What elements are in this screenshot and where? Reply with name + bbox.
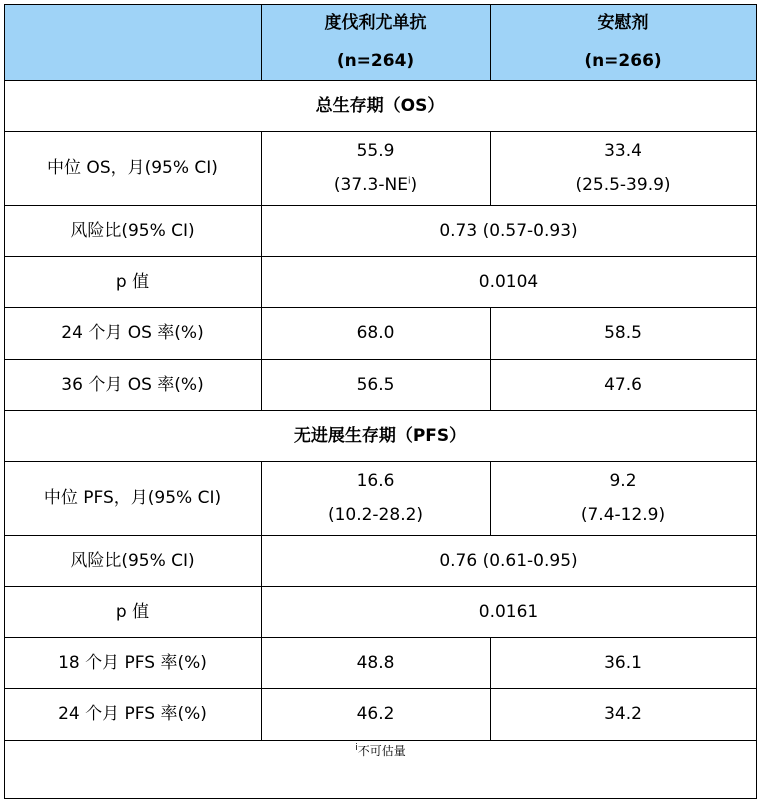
header-durvalumab-name: 度伐利尤单抗: [324, 13, 427, 33]
grid-line: [490, 4, 491, 80]
os-p-label: p 值: [115, 271, 150, 292]
os-hr-value: 0.73 (0.57-0.93): [439, 220, 578, 241]
os-median-placebo: [490, 131, 756, 205]
pfs-hr-label: 风险比(95% CI): [70, 550, 195, 571]
grid-line: [4, 535, 757, 536]
pfs-median-placebo-value: 9.2: [609, 471, 637, 491]
grid-line: [4, 798, 757, 799]
os-24m-label: 24 个月 OS 率(%): [61, 323, 204, 343]
pfs-median-durvalumab-ci: (10.2-28.2): [327, 505, 424, 525]
grid-line: [261, 4, 262, 80]
footnote: [0, 741, 761, 761]
os-36m-placebo: 47.6: [604, 374, 642, 395]
os-median-durvalumab: [261, 131, 490, 205]
header-blank-cell: [4, 4, 261, 80]
grid-line: [4, 4, 5, 799]
pfs-24m-label: 24 个月 PFS 率(%): [58, 704, 207, 724]
pfs-24m-placebo: 34.2: [604, 704, 642, 724]
os-p-value: 0.0104: [478, 271, 539, 292]
header-placebo-n: (n=266): [584, 51, 662, 71]
grid-line: [490, 131, 491, 205]
pfs-18m-durvalumab: 48.8: [356, 652, 395, 673]
pfs-18m-label: 18 个月 PFS 率(%): [58, 652, 207, 673]
header-placebo-name: 安慰剂: [597, 13, 649, 33]
os-36m-durvalumab: 56.5: [356, 374, 395, 395]
grid-line: [4, 586, 757, 587]
footnote-marker: i: [355, 743, 358, 753]
os-24m-placebo: 58.5: [604, 323, 642, 343]
header-durvalumab: [261, 4, 490, 80]
os-median-label: 中位 OS，月(95% CI): [47, 158, 218, 178]
os-median-placebo-ci: (25.5-39.9): [575, 175, 671, 195]
os-section-title: 总生存期（OS）: [315, 95, 445, 116]
grid-line: [261, 461, 262, 740]
grid-line: [490, 461, 491, 535]
pfs-median-durvalumab-value: 16.6: [356, 471, 395, 491]
footnote-text: 不可估量: [357, 744, 406, 758]
pfs-p-label: p 值: [115, 601, 150, 622]
os-median-durvalumab-value: 55.9: [356, 141, 395, 161]
os-median-durvalumab-ci: $(37.3-NE^i)$: [333, 175, 418, 195]
grid-line: [4, 410, 757, 411]
os-median-placebo-value: 33.4: [604, 141, 642, 161]
grid-line: [4, 131, 757, 132]
header-placebo: [490, 4, 756, 80]
pfs-median-durvalumab: [261, 461, 490, 535]
grid-line: [4, 4, 757, 5]
grid-line: [4, 688, 757, 689]
grid-line: [4, 256, 757, 257]
grid-line: [490, 637, 491, 740]
pfs-18m-placebo: 36.1: [604, 652, 642, 673]
grid-line: [4, 307, 757, 308]
pfs-p-value: 0.0161: [478, 601, 539, 622]
grid-line: [4, 359, 757, 360]
pfs-median-placebo: [490, 461, 756, 535]
pfs-section-title: 无进展生存期（PFS）: [293, 425, 467, 446]
pfs-median-placebo-ci: (7.4-12.9): [580, 505, 666, 525]
os-36m-label: 36 个月 OS 率(%): [61, 374, 204, 395]
grid-line: [4, 740, 757, 741]
grid-line: [4, 205, 757, 206]
grid-line: [261, 131, 262, 410]
grid-line: [756, 4, 757, 799]
os-hr-label: 风险比(95% CI): [70, 220, 195, 241]
pfs-median-label: 中位 PFS，月(95% CI): [43, 488, 222, 508]
pfs-hr-value: 0.76 (0.61-0.95): [439, 550, 578, 571]
os-24m-durvalumab: 68.0: [356, 323, 395, 343]
footnote-marker: i: [407, 176, 411, 187]
grid-line: [4, 80, 757, 81]
header-durvalumab-n: (n=264): [336, 51, 415, 71]
pfs-24m-durvalumab: 46.2: [356, 704, 395, 724]
grid-line: [4, 461, 757, 462]
grid-line: [490, 307, 491, 410]
grid-line: [4, 637, 757, 638]
